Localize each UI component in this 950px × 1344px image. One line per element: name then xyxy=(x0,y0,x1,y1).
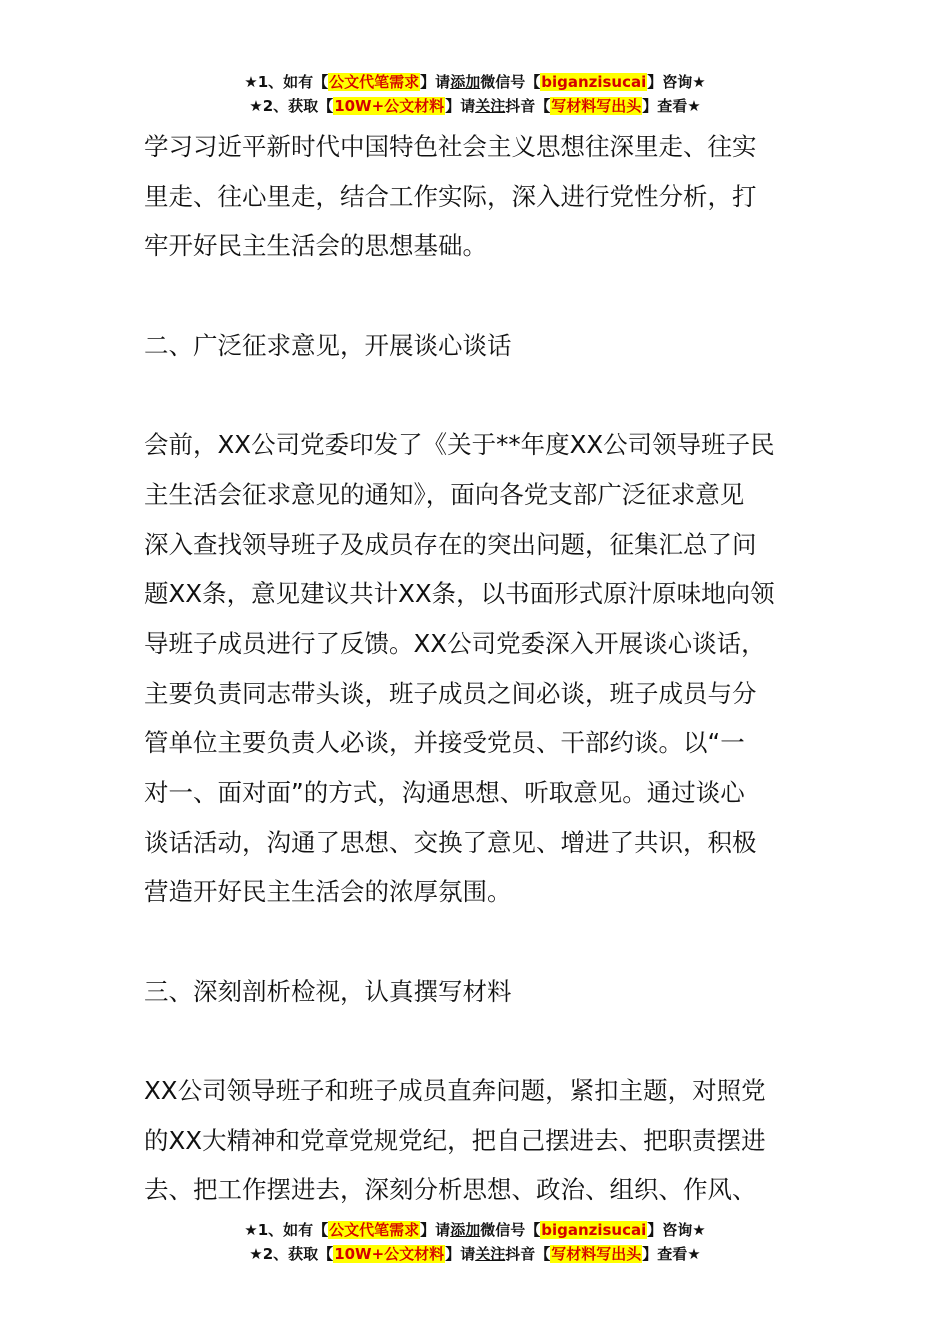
text-line: 主要负责同志带头谈，班子成员之间必谈，班子成员与分 xyxy=(144,678,757,708)
highlight-materials: 10W+公文材料 xyxy=(334,97,445,115)
banner-text: 】请 xyxy=(420,73,451,91)
banner-line-2 xyxy=(0,1242,950,1266)
text-line: 的XX大精神和党章党规党纪，把自己摆进去、把职责摆进 xyxy=(144,1125,766,1155)
banner-line-1 xyxy=(0,1218,950,1242)
text-line: 学习习近平新时代中国特色社会主义思想往深里走、往实 xyxy=(144,132,757,161)
banner-text: 】咨询★ xyxy=(647,73,706,91)
text-line: 管单位主要负责人必谈，并接受党员、干部约谈。以“一 xyxy=(144,728,745,758)
footer-banner xyxy=(0,1218,950,1266)
text-line: 谈话活动，沟通了思想、交换了意见、增进了共识，积极 xyxy=(144,827,757,857)
highlight-service: 公文代笔需求 xyxy=(329,1221,420,1239)
text-line: 营造开好民主生活会的浓厚氛围。 xyxy=(144,877,512,907)
paragraph-3 xyxy=(144,1066,808,1215)
document-body xyxy=(144,122,808,1215)
text-line: 题XX条，意见建议共计XX条，以书面形式原汁原味地向领 xyxy=(144,579,775,609)
text-line: 会前，XX公司党委印发了《关于**年度XX公司领导班子民 xyxy=(144,430,775,460)
banner-line-1 xyxy=(0,70,950,94)
text-line: XX公司领导班子和班子成员直奔问题，紧扣主题，对照党 xyxy=(144,1076,766,1106)
banner-text: 】请 xyxy=(420,1221,451,1239)
banner-text: 微信号【 xyxy=(480,73,541,91)
text-line: 导班子成员进行了反馈。XX公司党委深入开展谈心谈话， xyxy=(144,628,766,658)
banner-text: 抖音【 xyxy=(505,1245,551,1263)
section-heading-3: 三、深刻剖析检视，认真撰写材料 xyxy=(144,976,512,1006)
banner-text: 】请 xyxy=(445,1245,476,1263)
paragraph-2 xyxy=(144,420,808,917)
text-line: 深入查找领导班子及成员存在的突出问题，征集汇总了问 xyxy=(144,529,757,559)
header-banner xyxy=(0,70,950,118)
banner-text: 微信号【 xyxy=(480,1221,541,1239)
highlight-wechat-id: biganzisucai xyxy=(541,1221,647,1239)
paragraph-1 xyxy=(144,122,808,271)
text-line: 牢开好民主生活会的思想基础。 xyxy=(144,231,487,261)
banner-text: ★1、如有【 xyxy=(244,73,329,91)
underlined-text: 添加 xyxy=(450,1221,481,1239)
banner-text: 】查看★ xyxy=(642,97,701,115)
banner-text: 】请 xyxy=(445,97,476,115)
text-line: 对一、面对面”的方式，沟通思想、听取意见。通过谈心 xyxy=(144,777,745,807)
highlight-douyin-account: 写材料写出头 xyxy=(551,1245,642,1263)
highlight-douyin-account: 写材料写出头 xyxy=(551,97,642,115)
banner-line-2 xyxy=(0,94,950,118)
banner-text: ★1、如有【 xyxy=(244,1221,329,1239)
section-heading-2: 二、广泛征求意见，开展谈心谈话 xyxy=(144,330,512,360)
banner-text: ★2、获取【 xyxy=(249,97,334,115)
banner-text: 】查看★ xyxy=(642,1245,701,1263)
highlight-service: 公文代笔需求 xyxy=(329,73,420,91)
highlight-wechat-id: biganzisucai xyxy=(541,73,647,91)
text-line: 里走、往心里走，结合工作实际，深入进行党性分析，打 xyxy=(144,181,757,211)
text-line: 主生活会征求意见的通知》，面向各党支部广泛征求意见 xyxy=(144,479,745,509)
banner-text: ★2、获取【 xyxy=(249,1245,334,1263)
text-line: 去、把工作摆进去，深刻分析思想、政治、组织、作风、 xyxy=(144,1175,757,1205)
highlight-materials: 10W+公文材料 xyxy=(334,1245,445,1263)
underlined-text: 关注 xyxy=(475,97,506,115)
underlined-text: 关注 xyxy=(475,1245,506,1263)
underlined-text: 添加 xyxy=(450,73,481,91)
banner-text: 】咨询★ xyxy=(647,1221,706,1239)
banner-text: 抖音【 xyxy=(505,97,551,115)
